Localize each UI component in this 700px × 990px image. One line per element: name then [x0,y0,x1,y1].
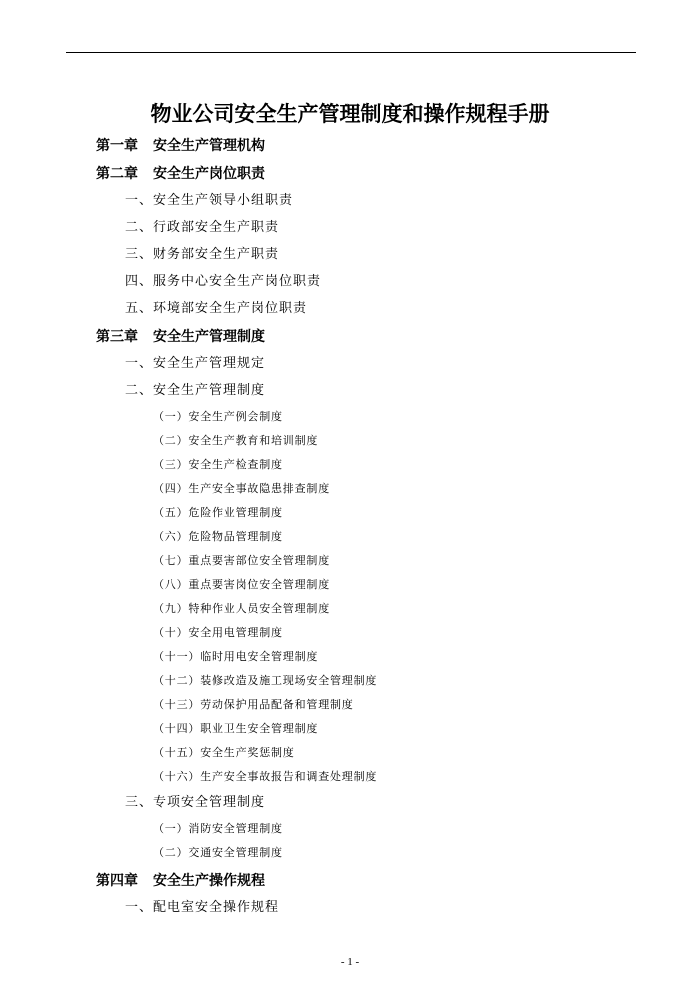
toc-section: 一、安全生产管理规定 [125,356,266,371]
toc-chapter [96,136,265,156]
toc-chapter-number: 第三章 [96,329,138,345]
toc-item: （十）安全用电管理制度 [153,626,283,639]
toc-chapter [96,871,265,891]
toc-chapter-number: 第一章 [96,138,138,154]
toc-section: 四、服务中心安全生产岗位职责 [125,274,322,289]
toc-section: 二、行政部安全生产职责 [125,220,280,235]
toc-item: （十五）安全生产奖惩制度 [153,746,295,759]
toc-item: （十四）职业卫生安全管理制度 [153,722,319,735]
toc-item: （十一）临时用电安全管理制度 [153,650,319,663]
toc-item: （三）安全生产检查制度 [153,458,283,471]
toc-item: （九）特种作业人员安全管理制度 [153,602,330,615]
toc-section: 一、配电室安全操作规程 [125,900,280,915]
toc-item: （四）生产安全事故隐患排查制度 [153,482,330,495]
toc-chapter [96,327,265,347]
toc-section: 三、专项安全管理制度 [125,795,266,810]
toc-chapter-number: 第四章 [96,873,138,889]
toc-chapter [96,164,265,184]
toc-item: （六）危险物品管理制度 [153,530,283,543]
toc-item: （十三）劳动保护用品配备和管理制度 [153,698,354,711]
toc-section: 二、安全生产管理制度 [125,383,266,398]
toc-item: （五）危险作业管理制度 [153,506,283,519]
toc-item: （一）安全生产例会制度 [153,410,283,423]
toc-item: （十二）装修改造及施工现场安全管理制度 [153,674,378,687]
toc-item: （七）重点要害部位安全管理制度 [153,554,330,567]
toc-item: （八）重点要害岗位安全管理制度 [153,578,330,591]
toc-chapter-title: 安全生产管理制度 [153,329,265,345]
toc-chapter-title: 安全生产岗位职责 [153,166,265,182]
toc-item: （一）消防安全管理制度 [153,822,283,835]
toc-chapter-title: 安全生产管理机构 [153,138,265,154]
toc-chapter-number: 第二章 [96,166,138,182]
toc-item: （二）安全生产教育和培训制度 [153,434,319,447]
page-number: - 1 - [340,956,360,968]
toc-item: （二）交通安全管理制度 [153,846,283,859]
toc-chapter-title: 安全生产操作规程 [153,873,265,889]
document-title: 物业公司安全生产管理制度和操作规程手册 [150,102,550,127]
toc-section: 三、财务部安全生产职责 [125,247,280,262]
toc-section: 五、环境部安全生产岗位职责 [125,301,308,316]
toc-item: （十六）生产安全事故报告和调查处理制度 [153,770,378,783]
toc-section: 一、安全生产领导小组职责 [125,193,294,208]
